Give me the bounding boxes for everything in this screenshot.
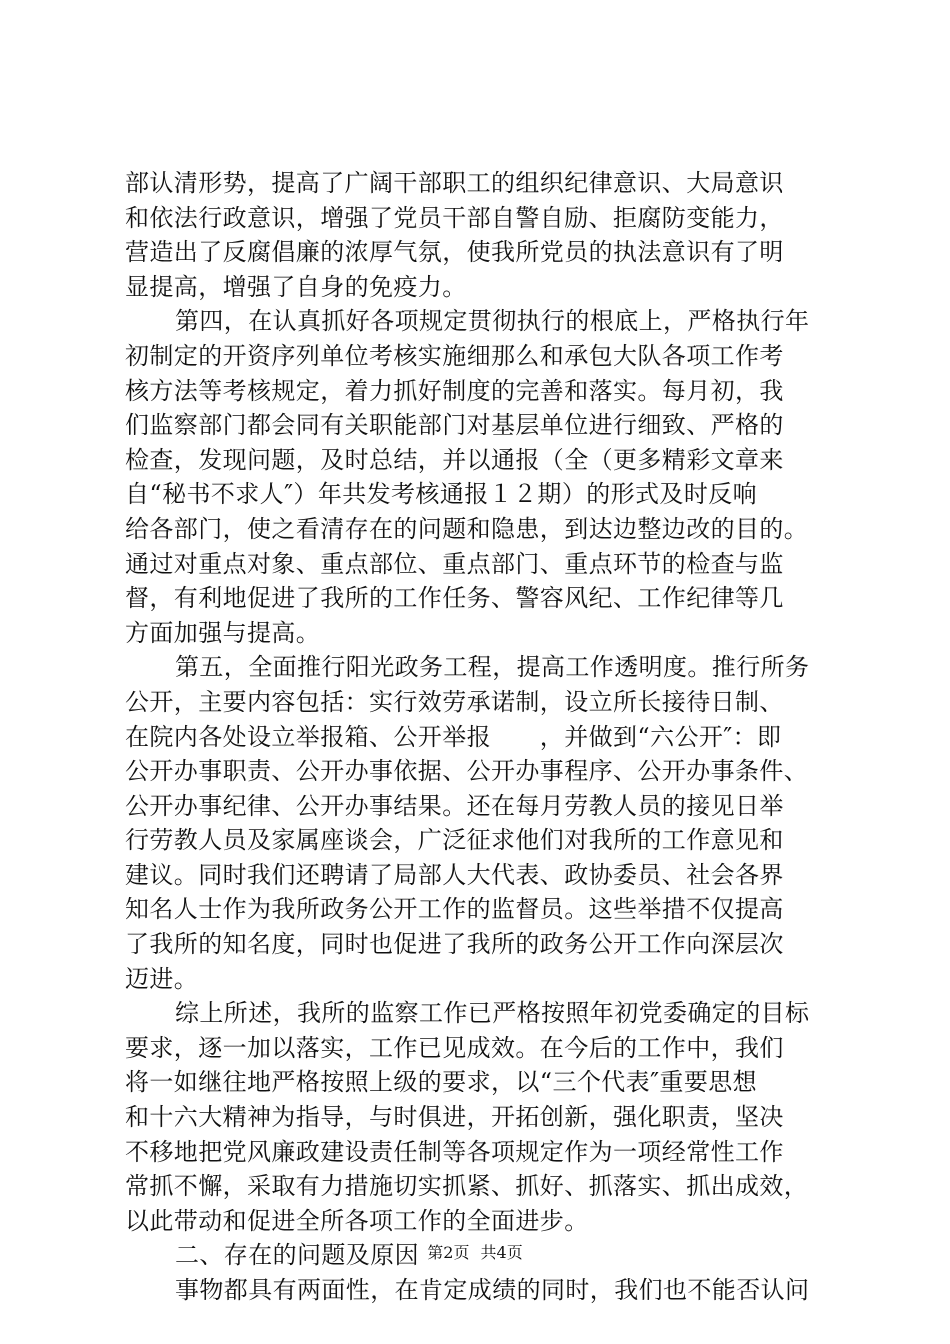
text-line: 公开办事纪律、公开办事结果。还在每月劳教人员的接见日举	[125, 791, 784, 820]
text-line: 以此带动和促进全所各项工作的全面进步。	[125, 1206, 589, 1235]
text-line: 核方法等考核规定，着力抓好制度的完善和落实。每月初，我	[125, 376, 784, 405]
text-line: 知名人士作为我所政务公开工作的监督员。这些举措不仅提高	[125, 895, 784, 924]
text-line: 行劳教人员及家属座谈会，广泛征求他们对我所的工作意见和	[125, 826, 784, 855]
paragraph-start-line: 事物都具有两面性，在肯定成绩的同时，我们也不能否认问	[175, 1276, 810, 1304]
page-number: 第2页	[427, 1243, 470, 1262]
text-line: 们监察部门都会同有关职能部门对基层单位进行细致、严格的	[125, 411, 784, 440]
section-heading: 二、存在的问题及原因	[175, 1241, 419, 1270]
paragraph-start-line: 第四，在认真抓好各项规定贯彻执行的根底上，严格执行年	[175, 307, 810, 336]
text-line: 常抓不懈，采取有力措施切实抓紧、抓好、抓落实、抓出成效，	[125, 1172, 809, 1201]
text-line: 和十六大精神为指导，与时俱进，开拓创新，强化职责，坚决	[125, 1103, 784, 1132]
text-line: 和依法行政意识，增强了党员干部自警自励、拒腐防变能力，	[125, 203, 784, 232]
text-line: 自“秘书不求人″）年共发考核通报１２期）的形式及时反响	[125, 480, 758, 509]
text-line: 公开办事职责、公开办事依据、公开办事程序、公开办事条件、	[125, 757, 809, 786]
paragraph-start-line: 第五，全面推行阳光政务工程，提高工作透明度。推行所务	[175, 653, 810, 682]
text-line: 部认清形势，提高了广阔干部职工的组织纪律意识、大局意识	[125, 169, 784, 197]
text-line: 迈进。	[125, 964, 199, 993]
text-line: 在院内各处设立举报箱、公开举报 ，并做到“六公开″：即	[125, 722, 782, 751]
text-line: 营造出了反腐倡廉的浓厚气氛，使我所党员的执法意识有了明	[125, 238, 784, 267]
text-line: 通过对重点对象、重点部位、重点部门、重点环节的检查与监	[125, 549, 784, 578]
text-line: 给各部门，使之看清存在的问题和隐患，到达边整边改的目的。	[125, 514, 809, 543]
text-line: 初制定的开资序列单位考核实施细那么和承包大队各项工作考	[125, 341, 784, 370]
text-line: 了我所的知名度，同时也促进了我所的政务公开工作向深层次	[125, 930, 784, 959]
text-line: 要求，逐一加以落实，工作已见成效。在今后的工作中，我们	[125, 1033, 784, 1062]
text-line: 建议。同时我们还聘请了局部人大代表、政协委员、社会各界	[125, 860, 784, 889]
document-body	[125, 166, 845, 1308]
text-line: 公开，主要内容包括：实行效劳承诺制，设立所长接待日制、	[125, 687, 784, 716]
paragraph-start-line: 综上所述，我所的监察工作已严格按照年初党委确定的目标	[175, 999, 810, 1028]
text-line: 显提高，增强了自身的免疫力。	[125, 272, 467, 301]
text-line: 方面加强与提高。	[125, 618, 321, 647]
text-line: 督，有利地促进了我所的工作任务、警容风纪、工作纪律等几	[125, 584, 784, 613]
text-line: 检查，发现问题，及时总结，并以通报（全（更多精彩文章来	[125, 445, 784, 474]
text-line: 不移地把党风廉政建设责任制等各项规定作为一项经常性工作	[125, 1137, 784, 1166]
text-line: 将一如继往地严格按照上级的要求，以“三个代表″重要思想	[125, 1068, 758, 1097]
page-footer	[0, 1243, 950, 1263]
page-total: 共4页	[480, 1243, 523, 1262]
